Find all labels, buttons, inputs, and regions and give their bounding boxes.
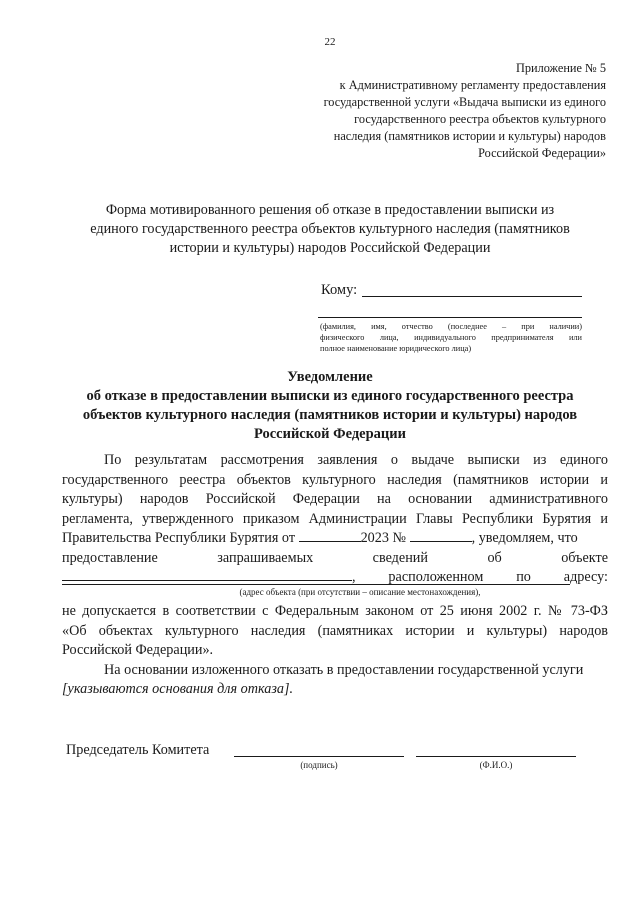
body-word: сведений: [372, 549, 428, 566]
form-title-line: истории и культуры) народов Российской Федерации: [169, 240, 491, 256]
body-line: не допускается в соответствии с Федеральным законом от 25 июня 2002 г. № 73-ФЗ: [62, 603, 608, 619]
body-line-spread: [62, 549, 608, 569]
appendix-line: государственного реестра объектов культурного: [354, 112, 606, 126]
body-text: Правительства Республики Бурятия от: [62, 530, 296, 546]
signature-caption: (подпись): [300, 760, 338, 770]
body-line: Российской Федерации».: [62, 642, 214, 658]
recipient-note: [320, 321, 582, 354]
notice-heading-line: Уведомление: [287, 369, 373, 385]
notice-body-continued: [62, 602, 608, 700]
body-text: , уведомляем, что: [471, 530, 578, 546]
signature-field[interactable]: [234, 756, 404, 757]
body-line: государственного реестра объектов культурного наследия (памятников истории и: [62, 471, 608, 488]
appendix-line: Российской Федерации»: [478, 146, 606, 160]
body-word: адресу:: [563, 569, 608, 585]
body-word: ,: [352, 569, 356, 585]
appendix-line: Приложение № 5: [515, 61, 606, 75]
recipient-note-line: физического лица, индивидуального предпринимателя или: [320, 333, 582, 342]
notice-heading-line: Российской Федерации: [253, 426, 406, 442]
recipient-label: Кому:: [321, 282, 358, 298]
body-line: На основании изложенного отказать в предоставлении государственной услуги: [104, 661, 584, 678]
body-word: предоставление: [62, 549, 158, 566]
form-title-line: Форма мотивированного решения об отказе в предоставлении выписки из: [105, 202, 555, 218]
form-title-line: единого государственного реестра объектов культурного наследия (памятников: [90, 221, 570, 237]
number-blank-field[interactable]: [410, 529, 472, 542]
address-field[interactable]: [62, 584, 570, 585]
recipient-field-second-line[interactable]: [318, 317, 582, 318]
body-text: 2023 №: [360, 530, 407, 546]
recipient-note-line: (фамилия, имя, отчество (последнее – при наличии): [320, 322, 582, 331]
object-name-blank-field[interactable]: [62, 568, 352, 581]
body-word: по: [516, 569, 531, 585]
body-word: об: [487, 549, 502, 566]
page-number: 22: [324, 36, 336, 48]
recipient-note-line: полное наименование юридического лица): [320, 344, 472, 353]
body-word: расположенном: [388, 569, 484, 585]
recipient-field[interactable]: [362, 296, 582, 297]
signatory-title: Председатель Комитета: [66, 742, 210, 758]
body-line-date: [62, 529, 608, 549]
notice-heading: [60, 368, 600, 444]
appendix-line: государственной услуги «Выдача выписки из единого: [323, 95, 606, 109]
notice-body: [62, 451, 608, 588]
address-note: (адрес объекта (при отсутствии – описание местонахождения),: [239, 587, 481, 597]
body-word: объекте: [561, 549, 608, 566]
notice-heading-line: объектов культурного наследия (памятников истории и культуры) народов: [82, 407, 578, 423]
appendix-header: [276, 60, 606, 162]
date-blank-field[interactable]: [299, 529, 361, 542]
full-name-caption: (Ф.И.О.): [479, 760, 513, 770]
body-line: культуры) народов Российской Федерации на основании административного: [62, 491, 608, 507]
full-name-field[interactable]: [416, 756, 576, 757]
body-line: регламента, утвержденного приказом Администрации Главы Республики Бурятия и: [62, 510, 608, 527]
body-word: запрашиваемых: [217, 549, 314, 566]
appendix-line: к Административному регламенту предоставления: [339, 78, 606, 92]
notice-heading-line: об отказе в предоставлении выписки из единого государственного реестра: [86, 388, 574, 404]
body-line: «Об объектах культурного наследия (памятниках истории и культуры) народов: [62, 622, 608, 639]
body-line: По результатам рассмотрения заявления о выдаче выписки из единого: [104, 452, 608, 468]
appendix-line: наследия (памятников истории и культуры) народов: [333, 129, 606, 143]
refusal-reason-placeholder: [указываются основания для отказа].: [62, 681, 294, 697]
form-title: [60, 201, 600, 258]
